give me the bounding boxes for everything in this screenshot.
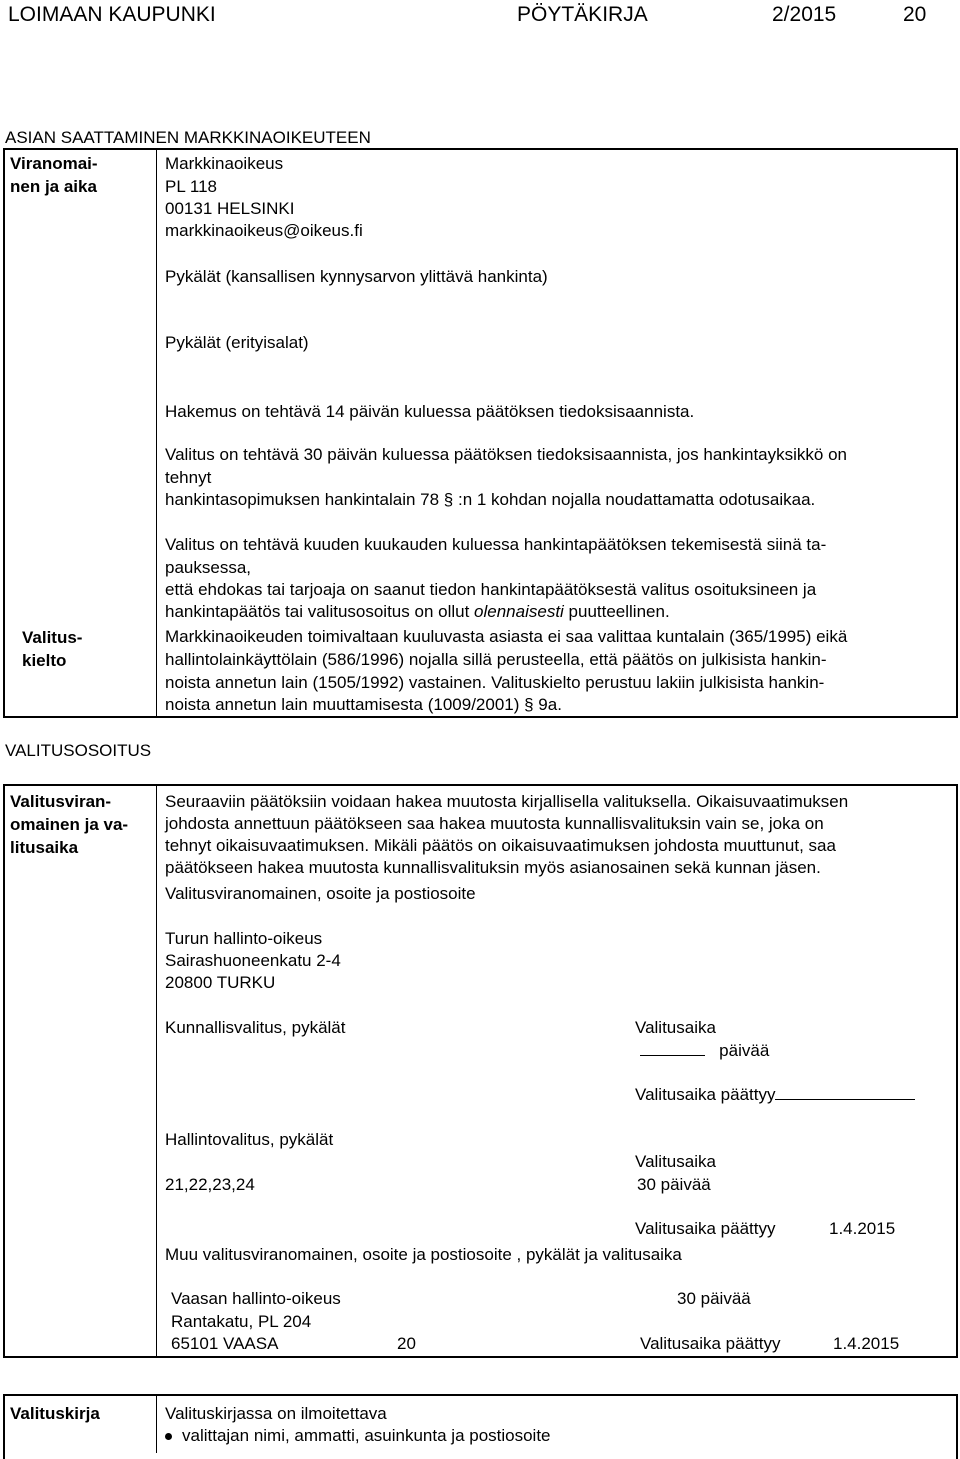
vaasa-address-line: Vaasan hallinto-oikeus <box>171 1289 341 1308</box>
valituskielto-line: Markkinaoikeuden toimivaltaan kuuluvasta asiasta ei saa valittaa kuntalain (365/1995) eikä <box>165 627 848 646</box>
hallintovalitus-paattyy-date: 1.4.2015 <box>829 1219 896 1238</box>
kunnallisvalitus-valitusaika: Valitusaika <box>635 1018 716 1037</box>
vaasa-paattyy-date: 1.4.2015 <box>833 1334 900 1353</box>
authority-heading: Valitusviranomainen, osoite ja postiosoite <box>165 884 476 903</box>
valituskirja-divider <box>156 1396 157 1453</box>
valituskirja-bullet-text: valittajan nimi, ammatti, asuinkunta ja postiosoite <box>182 1426 551 1445</box>
markkinaoikeus-section-title: ASIAN SAATTAMINEN MARKKINAOIKEUTEEN <box>5 128 371 147</box>
days-blank <box>640 1039 705 1056</box>
pykalat-sectors: Pykälät (erityisalat) <box>165 333 309 352</box>
deadline-6m-text: hankintapäätös tai valitusosoitus on ollut <box>165 602 475 621</box>
valituskirja-heading: Valituskirjassa on ilmoitettava <box>165 1404 387 1423</box>
turku-address-line: Turun hallinto-oikeus <box>165 929 323 948</box>
header-org: LOIMAAN KAUPUNKI <box>8 3 216 26</box>
header-doc-number: 2/2015 <box>772 3 837 26</box>
hallintovalitus-valitusaika: Valitusaika <box>635 1152 716 1171</box>
valituskielto-line: noista annetun lain (1505/1992) vastainen. Valituskielto perustuu lakiin julkisista hankin- <box>165 673 825 692</box>
deadline-30-line: tehnyt <box>165 468 212 487</box>
deadline-6m-emphasis: olennaisesti <box>474 602 564 621</box>
hallintovalitus-label: Hallintovalitus, pykälät <box>165 1130 334 1149</box>
intro-line: Seuraaviin päätöksiin voidaan hakea muutosta kirjallisella valituksella. Oikaisuvaatimuksen <box>165 792 849 811</box>
valituskielto-label-line2: kielto <box>22 651 67 670</box>
kunnallisvalitus-days <box>640 1039 769 1062</box>
hallintovalitus-pykalat: 21,22,23,24 <box>165 1175 255 1194</box>
valitusosoitus-section-title: VALITUSOSOITUS <box>5 741 152 760</box>
deadline-6m-line: pauksessa, <box>165 558 251 577</box>
kunnallisvalitus-paattyy <box>635 1083 915 1106</box>
vaasa-days: 30 päivää <box>677 1289 751 1308</box>
deadline-6m-line: että ehdokas tai tarjoaja on saanut tiedon hankintapäätöksestä valitus osoituksineen ja <box>165 580 817 599</box>
intro-line: päätökseen hakea muutosta kunnallisvalituksin myös asianosainen sekä kunnan jäsen. <box>165 858 821 877</box>
vaasa-paattyy-label: Valitusaika päättyy <box>640 1334 781 1353</box>
pykalat-threshold: Pykälät (kansallisen kynnysarvon ylittävä hankinta) <box>165 267 548 286</box>
intro-line: tehnyt oikaisuvaatimuksen. Mikäli päätös on oikaisuvaatimuksen johdosta muuttunut, saa <box>165 836 836 855</box>
valituskirja-bullet-item <box>165 1424 551 1447</box>
valituskirja-label: Valituskirja <box>10 1404 100 1423</box>
authority-line: 00131 HELSINKI <box>165 199 295 218</box>
valitusviranomainen-label: litusaika <box>10 838 79 857</box>
authority-line: PL 118 <box>165 177 217 196</box>
muu-valitusviranomainen-heading: Muu valitusviranomainen, osoite ja postiosoite , pykälät ja valitusaika <box>165 1245 682 1264</box>
deadline-6m-text-end: puutteellinen. <box>563 602 670 621</box>
vaasa-address-line: 65101 VAASA <box>171 1334 279 1353</box>
vaasa-address-line: Rantakatu, PL 204 <box>171 1312 312 1331</box>
intro-line: johdosta annettuun päätökseen saa hakea muutosta kunnallisvalituksin vain se, joka on <box>165 814 824 833</box>
valituskielto-line: hallintolainkäyttölain (586/1996) nojalla sillä perusteella, että päätös on julkisista hankin- <box>165 650 827 669</box>
authority-label-line2: nen ja aika <box>10 177 97 196</box>
deadline-14-days: Hakemus on tehtävä 14 päivän kuluessa päätöksen tiedoksisaannista. <box>165 402 695 421</box>
authority-label-line1: Viranomai- <box>10 154 98 173</box>
turku-address-line: Sairashuoneenkatu 2-4 <box>165 951 341 970</box>
authority-line: Markkinaoikeus <box>165 154 284 173</box>
header-page-number: 20 <box>903 3 927 26</box>
authority-email: markkinaoikeus@oikeus.fi <box>165 221 363 240</box>
deadline-30-line: Valitus on tehtävä 30 päivän kuluessa päätöksen tiedoksisaannista, jos hankintayksikkö on <box>165 445 848 464</box>
paattyy-label: Valitusaika päättyy <box>635 1085 776 1104</box>
hallintovalitus-paattyy-label: Valitusaika päättyy <box>635 1219 776 1238</box>
kunnallisvalitus-label: Kunnallisvalitus, pykälät <box>165 1018 346 1037</box>
deadline-6m-last-line <box>165 600 670 623</box>
valituskielto-label-line1: Valitus- <box>22 628 83 647</box>
paivaa-label: päivää <box>719 1041 770 1060</box>
vaasa-pykala: 20 <box>397 1334 416 1353</box>
valitusosoitus-divider <box>156 786 157 1356</box>
turku-address-line: 20800 TURKU <box>165 973 276 992</box>
valitusviranomainen-label: Valitusviran- <box>10 792 112 811</box>
paattyy-blank <box>775 1083 915 1100</box>
deadline-30-line: hankintasopimuksen hankintalain 78 § :n 1 kohdan nojalla noudattamatta odotusaikaa. <box>165 490 816 509</box>
valituskielto-line: noista annetun lain muuttamisesta (1009/2001) § 9a. <box>165 695 562 714</box>
hallintovalitus-days: 30 päivää <box>637 1175 711 1194</box>
bullet-icon <box>165 1433 172 1440</box>
deadline-6m-line: Valitus on tehtävä kuuden kuukauden kuluessa hankintapäätöksen tekemisestä siinä ta- <box>165 535 827 554</box>
valitusviranomainen-label: omainen ja va- <box>10 815 129 834</box>
markkinaoikeus-divider <box>156 150 157 716</box>
header-doc-type: PÖYTÄKIRJA <box>517 3 648 26</box>
